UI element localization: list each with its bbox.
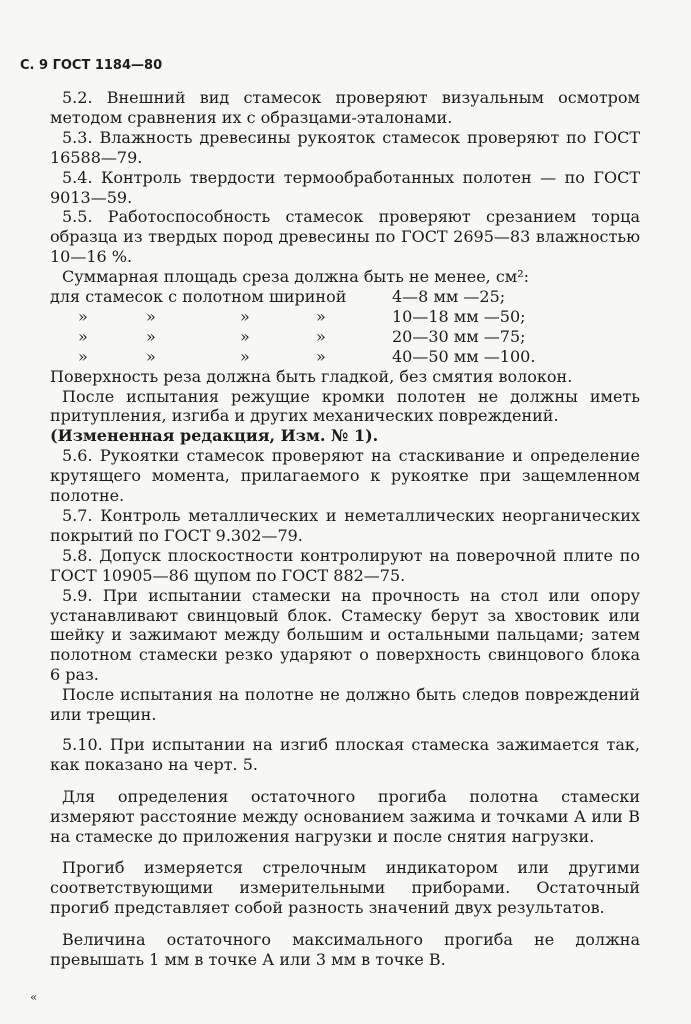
limit-paragraph: Величина остаточного максимального прогиба не должна превышать 1 мм в точке А или 3 мм в точке В. [50, 930, 640, 970]
area-row [50, 287, 640, 307]
measure-paragraph: Прогиб измеряется стрелочным индикатором или другими соответствующими измерительными приборами. Остаточный прогиб представляет собой разность значений двух результатов. [50, 858, 640, 918]
ditto-mark: » [78, 326, 88, 346]
paragraph-5-9: 5.9. При испытании стамески на прочность на стол или опору устанавливают свинцовый блок. Стамеску берут за хвостовик или шейку и зажимают между большим и остальными пальцами; затем полотном стамески резко ударяют о поверхность свинцового блока 6 раз. [50, 585, 640, 685]
after-blade-paragraph: После испытания на полотне не должно быть следов повреждений или трещин. [50, 685, 640, 725]
residual-paragraph: Для определения остаточного прогиба полотна стамески измеряют расстояние между основанием зажима и точками А или В на стамеске до приложения нагрузки и после снятия нагрузки. [50, 786, 640, 846]
area-row [50, 307, 640, 327]
ditto-mark: » [146, 306, 156, 326]
paragraph-5-2: 5.2. Внешний вид стамесок проверяют визуальным осмотром методом сравнения их с образцами-эталонами. [50, 88, 640, 127]
paragraph-5-3: 5.3. Влажность древесины рукояток стамесок проверяют по ГОСТ 16588—79. [50, 127, 640, 167]
area-row-label: для стамесок с полотном шириной [50, 287, 347, 307]
amendment-note: (Измененная редакция, Изм. № 1). [50, 426, 379, 446]
area-row-range: 4—8 мм —25; [392, 287, 506, 307]
area-row-range: 10—18 мм —50; [392, 306, 526, 326]
margin-mark: « [30, 990, 38, 1004]
ditto-mark: » [316, 326, 326, 346]
ditto-mark: » [78, 346, 88, 366]
area-row-range: 40—50 мм —100. [392, 346, 536, 366]
document-body [50, 88, 640, 970]
paragraph-5-4: 5.4. Контроль твердости термообработанных полотен — по ГОСТ 9013—59. [50, 167, 640, 207]
surface-paragraph: Поверхность реза должна быть гладкой, без смятия волокон. [50, 366, 573, 386]
area-row [50, 327, 640, 347]
area-intro: Суммарная площадь среза должна быть не менее, см²: [62, 267, 530, 287]
paragraph-5-7: 5.7. Контроль металлических и неметаллических неорганических покрытий по ГОСТ 9.302—79. [50, 505, 640, 545]
paragraph-5-8: 5.8. Допуск плоскостности контролируют на поверочной плите по ГОСТ 10905—86 щупом по ГОСТ 882—75. [50, 545, 640, 585]
ditto-mark: » [240, 326, 250, 346]
ditto-mark: » [146, 346, 156, 366]
ditto-mark: » [240, 346, 250, 366]
ditto-mark: » [146, 326, 156, 346]
ditto-mark: » [78, 306, 88, 326]
paragraph-5-10: 5.10. При испытании на изгиб плоская стамеска зажимается так, как показано на черт. 5. [50, 734, 640, 774]
ditto-mark: » [316, 346, 326, 366]
ditto-mark: » [240, 306, 250, 326]
paragraph-5-6: 5.6. Рукоятки стамесок проверяют на стаскивание и определение крутящего момента, прилагаемого к рукоятке при защемленном полотне. [50, 446, 640, 506]
area-row-range: 20—30 мм —75; [392, 326, 526, 346]
ditto-mark: » [316, 306, 326, 326]
paragraph-5-5: 5.5. Работоспособность стамесок проверяют срезанием торца образца из твердых пород древесины по ГОСТ 2695—83 влажностью 10—16 %. [50, 207, 640, 267]
area-table [50, 287, 640, 367]
area-row [50, 347, 640, 367]
page-header: С. 9 ГОСТ 1184—80 [20, 58, 163, 73]
after-test-paragraph: После испытания режущие кромки полотен не должны иметь притупления, изгиба и других механических повреждений. [50, 386, 640, 426]
